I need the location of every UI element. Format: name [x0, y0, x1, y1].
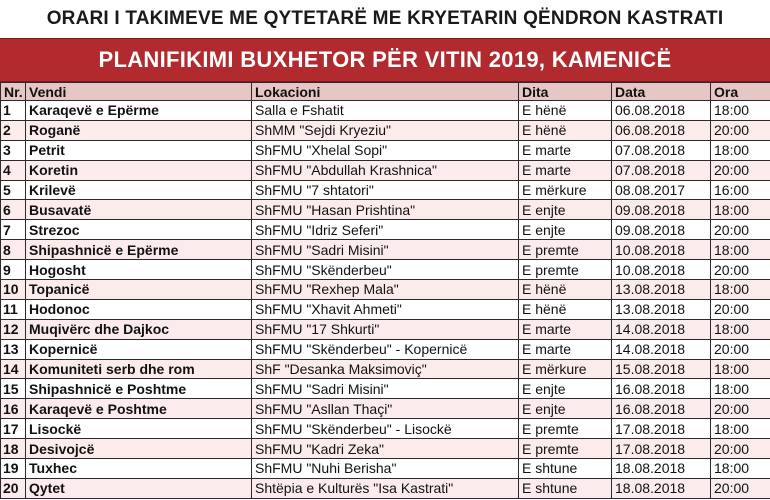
cell-lokacioni: ShFMU "Asllan Thaçi": [252, 399, 519, 419]
cell-dita: E hënë: [519, 280, 612, 300]
cell-data: 10.08.2018: [612, 260, 711, 280]
cell-vendi: Krilevë: [26, 180, 252, 200]
table-row: [1, 180, 770, 200]
cell-vendi: Roganë: [26, 120, 252, 140]
cell-dita: E premte: [519, 240, 612, 260]
table-row: [1, 220, 770, 240]
cell-dita: E shtune: [519, 459, 612, 479]
table-row: [1, 419, 770, 439]
cell-vendi: Desivojcë: [26, 439, 252, 459]
cell-dita: E marte: [519, 319, 612, 339]
cell-nr: 20: [1, 478, 26, 498]
cell-vendi: Karaqevë e Epërme: [26, 101, 252, 121]
banner-title: PLANIFIKIMI BUXHETOR PËR VITIN 2019, KAMENICË: [0, 38, 770, 82]
cell-lokacioni: ShFMU "7 shtatori": [252, 180, 519, 200]
cell-vendi: Strezoc: [26, 220, 252, 240]
table-row: [1, 120, 770, 140]
table-row: [1, 399, 770, 419]
cell-data: 18.08.2018: [612, 478, 711, 498]
cell-nr: 5: [1, 180, 26, 200]
cell-lokacioni: ShFMU "Skënderbeu" - Lisockë: [252, 419, 519, 439]
cell-lokacioni: ShFMU "Rexhep Mala": [252, 280, 519, 300]
cell-dita: E hënë: [519, 299, 612, 319]
cell-nr: 1: [1, 101, 26, 121]
cell-nr: 6: [1, 200, 26, 220]
cell-dita: E mërkure: [519, 180, 612, 200]
cell-ora: 20:00: [711, 260, 770, 280]
table-row: [1, 459, 770, 479]
header-vendi: Vendi: [26, 83, 252, 101]
cell-ora: 20:00: [711, 299, 770, 319]
cell-ora: 20:00: [711, 220, 770, 240]
cell-vendi: Qytet: [26, 478, 252, 498]
cell-nr: 7: [1, 220, 26, 240]
cell-vendi: Hogosht: [26, 260, 252, 280]
table-row: [1, 260, 770, 280]
cell-ora: 20:00: [711, 160, 770, 180]
cell-dita: E enjte: [519, 200, 612, 220]
cell-nr: 12: [1, 319, 26, 339]
cell-ora: 18:00: [711, 280, 770, 300]
cell-lokacioni: ShFMU "Abdullah Krashnica": [252, 160, 519, 180]
cell-vendi: Muqivërc dhe Dajkoc: [26, 319, 252, 339]
cell-vendi: Hodonoc: [26, 299, 252, 319]
header-lokacioni: Lokacioni: [252, 83, 519, 101]
cell-dita: E enjte: [519, 399, 612, 419]
cell-ora: 20:00: [711, 339, 770, 359]
cell-ora: 18:00: [711, 200, 770, 220]
cell-data: 15.08.2018: [612, 359, 711, 379]
cell-ora: 16:00: [711, 180, 770, 200]
table-body: [1, 101, 770, 499]
header-ora: Ora: [711, 83, 770, 101]
cell-ora: 20:00: [711, 120, 770, 140]
cell-data: 13.08.2018: [612, 299, 711, 319]
cell-lokacioni: Shtëpia e Kulturës "Isa Kastrati": [252, 478, 519, 498]
cell-nr: 14: [1, 359, 26, 379]
cell-data: 17.08.2018: [612, 419, 711, 439]
cell-vendi: Busavatë: [26, 200, 252, 220]
cell-data: 07.08.2018: [612, 160, 711, 180]
cell-lokacioni: ShFMU "Idriz Seferi": [252, 220, 519, 240]
cell-lokacioni: ShFMU "Xhelal Sopi": [252, 140, 519, 160]
table-row: [1, 359, 770, 379]
table-row: [1, 339, 770, 359]
cell-vendi: Lisockë: [26, 419, 252, 439]
cell-data: 10.08.2018: [612, 240, 711, 260]
cell-lokacioni: ShFMU "Hasan Prishtina": [252, 200, 519, 220]
table-row: [1, 160, 770, 180]
cell-lokacioni: ShFMU "17 Shkurti": [252, 319, 519, 339]
cell-dita: E premte: [519, 419, 612, 439]
cell-lokacioni: Salla e Fshatit: [252, 101, 519, 121]
cell-lokacioni: ShMM "Sejdi Kryeziu": [252, 120, 519, 140]
table-row: [1, 439, 770, 459]
cell-dita: E enjte: [519, 220, 612, 240]
table-row: [1, 299, 770, 319]
cell-data: 14.08.2018: [612, 339, 711, 359]
table-header-row: [1, 83, 770, 101]
cell-lokacioni: ShFMU "Sadri Misini": [252, 240, 519, 260]
cell-data: 06.08.2018: [612, 120, 711, 140]
cell-nr: 4: [1, 160, 26, 180]
cell-vendi: Shipashnicë e Epërme: [26, 240, 252, 260]
cell-nr: 9: [1, 260, 26, 280]
cell-dita: E premte: [519, 260, 612, 280]
cell-data: 08.08.2017: [612, 180, 711, 200]
cell-vendi: Kopernicë: [26, 339, 252, 359]
cell-dita: E hënë: [519, 101, 612, 121]
cell-vendi: Komuniteti serb dhe rom: [26, 359, 252, 379]
cell-ora: 18:00: [711, 419, 770, 439]
document-title: ORARI I TAKIMEVE ME QYTETARË ME KRYETARIN QËNDRON KASTRATI: [0, 0, 770, 38]
cell-data: 13.08.2018: [612, 280, 711, 300]
cell-dita: E marte: [519, 160, 612, 180]
cell-vendi: Topanicë: [26, 280, 252, 300]
cell-nr: 15: [1, 379, 26, 399]
table-row: [1, 200, 770, 220]
cell-data: 07.08.2018: [612, 140, 711, 160]
cell-ora: 18:00: [711, 359, 770, 379]
header-data: Data: [612, 83, 711, 101]
cell-vendi: Petrit: [26, 140, 252, 160]
cell-ora: 20:00: [711, 478, 770, 498]
cell-dita: E marte: [519, 140, 612, 160]
cell-vendi: Shipashnicë e Poshtme: [26, 379, 252, 399]
cell-lokacioni: ShFMU "Skënderbeu" - Kopernicë: [252, 339, 519, 359]
cell-data: 16.08.2018: [612, 379, 711, 399]
cell-vendi: Koretin: [26, 160, 252, 180]
cell-data: 06.08.2018: [612, 101, 711, 121]
cell-lokacioni: ShF "Desanka Maksimoviç": [252, 359, 519, 379]
cell-nr: 17: [1, 419, 26, 439]
cell-nr: 8: [1, 240, 26, 260]
cell-data: 18.08.2018: [612, 459, 711, 479]
cell-ora: 18:00: [711, 140, 770, 160]
table-row: [1, 280, 770, 300]
cell-lokacioni: ShFMU "Nuhi Berisha": [252, 459, 519, 479]
table-row: [1, 240, 770, 260]
cell-nr: 18: [1, 439, 26, 459]
cell-dita: E shtune: [519, 478, 612, 498]
cell-lokacioni: ShFMU "Skënderbeu": [252, 260, 519, 280]
cell-data: 14.08.2018: [612, 319, 711, 339]
cell-nr: 13: [1, 339, 26, 359]
cell-nr: 19: [1, 459, 26, 479]
cell-ora: 18:00: [711, 240, 770, 260]
cell-ora: 20:00: [711, 439, 770, 459]
cell-dita: E hënë: [519, 120, 612, 140]
cell-data: 16.08.2018: [612, 399, 711, 419]
cell-ora: 18:00: [711, 459, 770, 479]
cell-data: 09.08.2018: [612, 200, 711, 220]
header-nr: Nr.: [1, 83, 26, 101]
cell-nr: 16: [1, 399, 26, 419]
cell-lokacioni: ShFMU "Sadri Misini": [252, 379, 519, 399]
header-dita: Dita: [519, 83, 612, 101]
cell-nr: 2: [1, 120, 26, 140]
cell-dita: E enjte: [519, 379, 612, 399]
table-row: [1, 319, 770, 339]
cell-vendi: Karaqevë e Poshtme: [26, 399, 252, 419]
cell-ora: 20:00: [711, 399, 770, 419]
cell-ora: 18:00: [711, 379, 770, 399]
table-row: [1, 101, 770, 121]
cell-dita: E premte: [519, 439, 612, 459]
cell-data: 17.08.2018: [612, 439, 711, 459]
cell-nr: 10: [1, 280, 26, 300]
cell-dita: E marte: [519, 339, 612, 359]
cell-nr: 11: [1, 299, 26, 319]
cell-vendi: Tuxhec: [26, 459, 252, 479]
cell-data: 09.08.2018: [612, 220, 711, 240]
cell-ora: 18:00: [711, 319, 770, 339]
cell-dita: E mërkure: [519, 359, 612, 379]
table-row: [1, 140, 770, 160]
cell-lokacioni: ShFMU "Kadri Zeka": [252, 439, 519, 459]
table-row: [1, 379, 770, 399]
table-row: [1, 478, 770, 498]
cell-lokacioni: ShFMU "Xhavit Ahmeti": [252, 299, 519, 319]
schedule-table: [0, 82, 770, 499]
cell-ora: 18:00: [711, 101, 770, 121]
cell-nr: 3: [1, 140, 26, 160]
